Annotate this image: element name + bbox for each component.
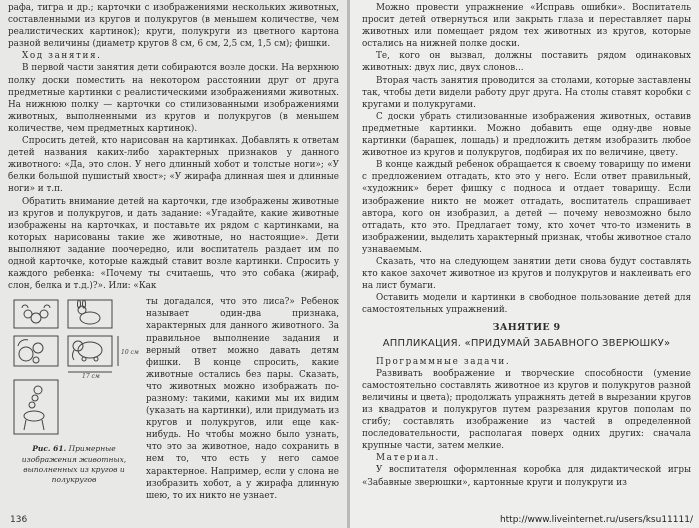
dimension-horizontal-label: 17 см [82,373,100,381]
dimension-vertical-label: 10 см [121,349,139,357]
section-heading-progress: Ход занятия. [22,51,102,62]
paragraph: ты догадался, что это лиса?» Ребенок называет один-два признака, характерных для данного животного. За правильное выполнение задания и верный ответ можно давать детям фишки. В конце спросить, какие животные остались без пары. Сказать, что животных можно изображать по-разному: такими, какими мы их видим (указать на картинки), или придумать из кругов и полукругов, или еще как-нибудь. Но чтобы можно было узнать, что это за животное, надо сохранить в нем то, что есть у него самое характерное. Например, если у слона не изобразить хобот, а у жирафа длинную шею, то их никто не узнает. [146,297,339,501]
paragraph: Сказать, что на следующем занятии дети снова будут составлять кто какое захочет животное из кругов и полукругов и наклеивать его на лист бумаги. [362,256,691,292]
paragraph: Оставить модели и картинки в свободное пользование детей для самостоятельных упражнений. [362,293,691,316]
figure-61 [8,296,140,486]
figure-side-text [146,296,339,502]
paragraph: В первой части занятия дети собираются возле доски. На верхнюю полку доски поместить на некотором расстоянии друг от друга предметные картинки с реалистическими изображениями животных. На нижнюю полку — карточки со стилизованными изображениями животных, выполненными из кругов и полукругов (в меньшем количестве, чем предметных картинок). [8,63,339,134]
paragraph: Можно провести упражнение «Исправь ошибки». Воспитатель просит детей отвернуться или закрыть глаза и переставляет пары животных или помещает рядом тех животных из кругов, которые остались на нижней полке доски. [362,3,691,50]
paragraph: Спросить детей, кто нарисован на картинках. Добавлять к ответам детей названия каких-либо характерных признаков у данного животного: «Да, это слон. У него длинный хобот и толстые ноги»; «У белки большой пушистый хвост»; «У жирафа длинная шея и длинные ноги» и т.п. [8,136,339,195]
tasks-heading: Программные задачи. [376,356,511,367]
figure-caption-label: Рис. 61. [32,444,67,454]
paragraph: С доски убрать стилизованные изображения животных, оставив предметные картинки. Можно добавить еще одну-две новые картинки (барашек, лошадь) и предложить детям изобразить любое животное из кругов и полукругов, подбирая их по величине, цвету. [362,111,691,159]
figure-caption-text: Примерные изображения животных, выполненных из кругов и полукругов [21,444,127,485]
paragraph: Обратить внимание детей на карточки, где изображены животные из кругов и полукругов, и дать задание: «Угадайте, какие животные изображены на карточках, и поставьте их рядом с картинками, на которых нарисованы такие же животные, но настоящие». Дети выполняют задание поочередно, или воспитатель раздает им по одной карточке, которые каждый ставит возле картинки. Спросить у каждого ребенка: «Почему ты считаешь, что это собака (жираф, слон, белка и т.д.)?». Или: «Как [8,196,339,292]
paragraph: У воспитателя оформленная коробка для дидактической игры «Забавные зверюшки», картонные круги и полукруги из [362,465,691,488]
figure-block [8,296,339,502]
paragraph: Вторая часть занятия проводится за столами, которые заставлены так, чтобы дети видели работу друг друга. На столы ставят коробки с кругами и полукругами. [362,75,691,110]
paragraph: рафа, тигра и др.; карточки с изображениями нескольких животных, составленными из кругов и полукругов (в меньшем количестве, чем реалистических картинок); круги, полукруги из цветного картона разной величины (диаметр кругов 8 см, 6 см, 2,5 см, 1,5 см); фишки. [8,3,339,50]
paragraph: Те, кого он вызвал, должны поставить рядом одинаковых животных: двух лис, двух слонов... [362,51,691,74]
left-page [0,0,347,528]
right-page [350,0,699,528]
lesson-title: ЗАНЯТИЕ 9 [492,322,561,334]
paragraph: В конце каждый ребенок обращается к своему товарищу по имени с предложением отгадать, кто это у него. Если ответ правильный, «художник» берет фишку с подноса и отдает товарищу. Если изображение никто не может отгадать, воспитатель спрашивает автора, кого он изобразил, а детей — почему невозможно было отгадать, кто это. Предлагает тому, кто хочет что-то изменить в изображении, выделить характерный признак, чтобы животное стало узнаваемым. [362,160,691,255]
animal-shapes-illustration [8,296,140,438]
figure-caption [8,444,140,486]
lesson-subtitle: АППЛИКАЦИЯ. «ПРИДУМАЙ ЗАБАВНОГО ЗВЕРЮШКУ» [382,337,671,349]
material-heading: Материал. [376,453,440,464]
watermark-url: http://www.liveinternet.ru/users/ksu11111/ [499,515,693,525]
paragraph: Развивать воображение и творческие способности (умение самостоятельно составлять животное из кругов и полукругов разной величины и цвета); продолжать упражнять детей в вырезании кругов из квадратов и полукругов путем разрезания кругов пополам по сгибу; составлять изображение из частей в определенной последовательности, располагая поверх одних других: сначала крупные части, затем мелкие. [362,368,691,452]
page-number: 136 [10,515,28,525]
left-top-text [8,2,339,292]
